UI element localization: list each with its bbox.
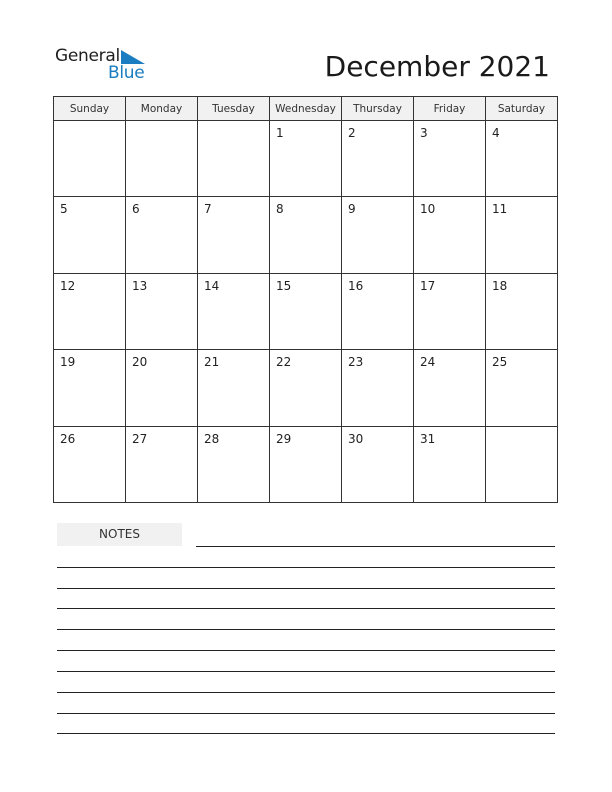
logo-word-blue: Blue <box>108 63 145 83</box>
day-number: 16 <box>348 278 364 293</box>
day-number: 6 <box>132 202 140 217</box>
week-row <box>54 273 558 349</box>
note-line <box>57 608 555 609</box>
day-cell <box>198 121 270 197</box>
note-line <box>57 588 555 589</box>
day-number <box>54 121 125 126</box>
day-cell <box>54 273 126 349</box>
day-number: 19 <box>60 355 76 370</box>
note-line <box>57 692 555 693</box>
day-number: 24 <box>420 355 436 370</box>
day-number: 2 <box>348 126 356 140</box>
day-number: 21 <box>204 355 220 370</box>
day-number <box>198 121 269 126</box>
month-calendar <box>53 96 558 503</box>
day-number: 4 <box>492 126 500 140</box>
day-cell <box>342 121 414 197</box>
note-line <box>57 733 555 734</box>
note-line <box>57 650 555 651</box>
day-number: 29 <box>276 431 292 446</box>
note-line <box>196 546 555 547</box>
day-cell <box>54 121 126 197</box>
day-number: 17 <box>420 278 436 293</box>
day-cell <box>486 197 558 273</box>
logo-triangle-icon <box>121 50 145 64</box>
day-number: 12 <box>60 278 76 293</box>
day-cell <box>414 197 486 273</box>
day-cell <box>414 121 486 197</box>
day-number: 30 <box>348 431 364 446</box>
day-number: 1 <box>276 126 284 140</box>
day-number: 5 <box>60 202 68 217</box>
weekday-header-row <box>54 97 558 121</box>
day-number: 18 <box>492 278 508 293</box>
day-cell <box>342 350 414 426</box>
day-cell <box>414 350 486 426</box>
weekday-header: Sunday <box>54 97 126 121</box>
note-line <box>57 629 555 630</box>
day-number: 9 <box>348 202 356 217</box>
day-number: 27 <box>132 431 148 446</box>
day-cell <box>270 273 342 349</box>
weekday-header: Friday <box>414 97 486 121</box>
day-number: 23 <box>348 355 364 370</box>
day-cell <box>414 426 486 502</box>
day-cell <box>486 273 558 349</box>
weekday-header: Thursday <box>342 97 414 121</box>
weekday-header: Tuesday <box>198 97 270 121</box>
day-cell <box>342 426 414 502</box>
day-cell <box>54 426 126 502</box>
day-number: 7 <box>204 202 212 217</box>
logo-word-general: General <box>55 46 120 66</box>
day-number: 26 <box>60 431 76 446</box>
day-number: 8 <box>276 202 284 217</box>
day-cell <box>486 121 558 197</box>
week-row <box>54 426 558 502</box>
week-row <box>54 350 558 426</box>
page-title: December 2021 <box>324 50 550 83</box>
notes-label: NOTES <box>57 523 182 546</box>
day-number: 10 <box>420 202 436 217</box>
day-cell <box>270 350 342 426</box>
day-cell <box>198 350 270 426</box>
day-cell <box>486 426 558 502</box>
day-cell <box>342 197 414 273</box>
day-cell <box>270 121 342 197</box>
day-cell <box>126 426 198 502</box>
day-number: 25 <box>492 355 508 370</box>
day-number: 3 <box>420 126 428 140</box>
day-cell <box>54 197 126 273</box>
day-cell <box>198 197 270 273</box>
day-cell <box>126 350 198 426</box>
week-row <box>54 197 558 273</box>
note-line <box>57 671 555 672</box>
day-cell <box>126 273 198 349</box>
day-number: 11 <box>492 202 508 217</box>
day-cell <box>486 350 558 426</box>
weekday-header: Monday <box>126 97 198 121</box>
day-cell <box>270 426 342 502</box>
day-number: 13 <box>132 278 148 293</box>
brand-logo <box>55 46 155 86</box>
day-cell <box>126 121 198 197</box>
day-number <box>126 121 197 126</box>
day-cell <box>54 350 126 426</box>
day-cell <box>198 273 270 349</box>
day-number: 22 <box>276 355 292 370</box>
weekday-header: Saturday <box>486 97 558 121</box>
day-number: 15 <box>276 278 292 293</box>
note-line <box>57 713 555 714</box>
weekday-header: Wednesday <box>270 97 342 121</box>
day-cell <box>414 273 486 349</box>
day-number: 31 <box>420 431 436 446</box>
day-cell <box>126 197 198 273</box>
day-number: 28 <box>204 431 220 446</box>
day-cell <box>198 426 270 502</box>
day-number: 20 <box>132 355 148 370</box>
day-number <box>486 427 557 432</box>
note-line <box>57 567 555 568</box>
week-row <box>54 121 558 197</box>
day-number: 14 <box>204 278 220 293</box>
day-cell <box>270 197 342 273</box>
day-cell <box>342 273 414 349</box>
